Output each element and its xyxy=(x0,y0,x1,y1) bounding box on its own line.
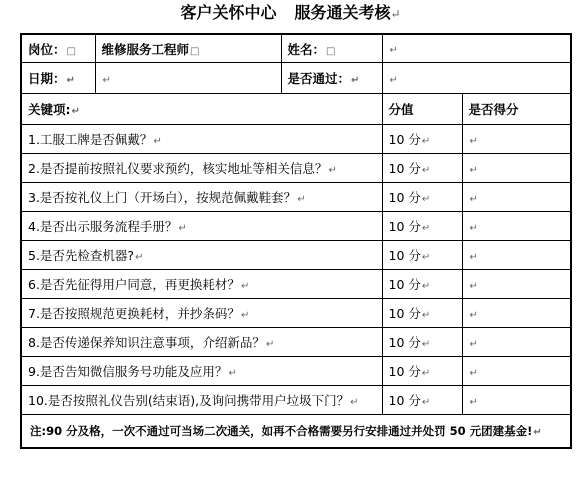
note-row xyxy=(21,415,571,449)
item-earned-field[interactable]: ↵ xyxy=(462,183,571,212)
table-row xyxy=(21,241,571,270)
paragraph-mark: ↵ xyxy=(390,7,401,21)
page-title xyxy=(0,3,581,24)
header-row-position xyxy=(21,34,571,63)
item-text: 7.是否按照规范更换耗材，并抄条码？↵ xyxy=(21,299,382,328)
item-score: 10 分↵ xyxy=(382,154,462,183)
table-row xyxy=(21,357,571,386)
column-header-row xyxy=(21,94,571,125)
position-label: 岗位：□ xyxy=(21,34,95,63)
item-earned-field[interactable]: ↵ xyxy=(462,328,571,357)
column-item-header: 关键项:↵ xyxy=(21,94,382,125)
item-score: 10 分↵ xyxy=(382,328,462,357)
item-text: 4.是否出示服务流程手册？↵ xyxy=(21,212,382,241)
table-row xyxy=(21,270,571,299)
item-score: 10 分↵ xyxy=(382,125,462,154)
item-score: 10 分↵ xyxy=(382,270,462,299)
item-text: 5.是否先检查机器?↵ xyxy=(21,241,382,270)
item-score: 10 分↵ xyxy=(382,241,462,270)
item-score: 10 分↵ xyxy=(382,386,462,415)
item-earned-field[interactable]: ↵ xyxy=(462,357,571,386)
date-label: 日期：↵ xyxy=(21,63,95,94)
date-field[interactable]: ↵ xyxy=(95,63,281,94)
position-value[interactable]: 维修服务工程师□ xyxy=(95,34,281,63)
item-earned-field[interactable]: ↵ xyxy=(462,212,571,241)
item-text: 10.是否按照礼仪告别(结束语),及询问携带用户垃圾下门？↵ xyxy=(21,386,382,415)
table-row xyxy=(21,386,571,415)
item-text: 1.工服工牌是否佩戴？↵ xyxy=(21,125,382,154)
item-score: 10 分↵ xyxy=(382,299,462,328)
pass-field[interactable]: ↵ xyxy=(382,63,571,94)
table-row xyxy=(21,183,571,212)
item-text: 2.是否提前按照礼仪要求预约，核实地址等相关信息？↵ xyxy=(21,154,382,183)
item-earned-field[interactable]: ↵ xyxy=(462,270,571,299)
header-row-date xyxy=(21,63,571,94)
column-score-header: 分值 xyxy=(382,94,462,125)
table-row xyxy=(21,328,571,357)
item-score: 10 分↵ xyxy=(382,183,462,212)
item-earned-field[interactable]: ↵ xyxy=(462,386,571,415)
item-score: 10 分↵ xyxy=(382,212,462,241)
table-row xyxy=(21,212,571,241)
table-row xyxy=(21,125,571,154)
title-org: 客户关怀中心 xyxy=(180,3,277,22)
item-text: 9.是否告知微信服务号功能及应用？↵ xyxy=(21,357,382,386)
item-earned-field[interactable]: ↵ xyxy=(462,299,571,328)
item-text: 8.是否传递保养知识注意事项，介绍新品？↵ xyxy=(21,328,382,357)
item-score: 10 分↵ xyxy=(382,357,462,386)
name-label: 姓名：□ xyxy=(281,34,382,63)
item-text: 3.是否按礼仪上门（开场白），按规范佩戴鞋套？↵ xyxy=(21,183,382,212)
column-earned-header: 是否得分 xyxy=(462,94,571,125)
item-earned-field[interactable]: ↵ xyxy=(462,154,571,183)
table-row xyxy=(21,299,571,328)
pass-rule-note: 注:90 分及格，一次不通过可当场二次通关，如再不合格需要另行安排通过并处罚 50 元团建基金!↵ xyxy=(21,415,571,449)
item-text: 6.是否先征得用户同意，再更换耗材？↵ xyxy=(21,270,382,299)
title-subject: 服务通关考核 xyxy=(294,3,391,22)
table-row xyxy=(21,154,571,183)
item-earned-field[interactable]: ↵ xyxy=(462,241,571,270)
name-field[interactable]: ↵ xyxy=(382,34,571,63)
pass-label: 是否通过：↵ xyxy=(281,63,382,94)
item-earned-field[interactable]: ↵ xyxy=(462,125,571,154)
assessment-table xyxy=(20,33,572,449)
